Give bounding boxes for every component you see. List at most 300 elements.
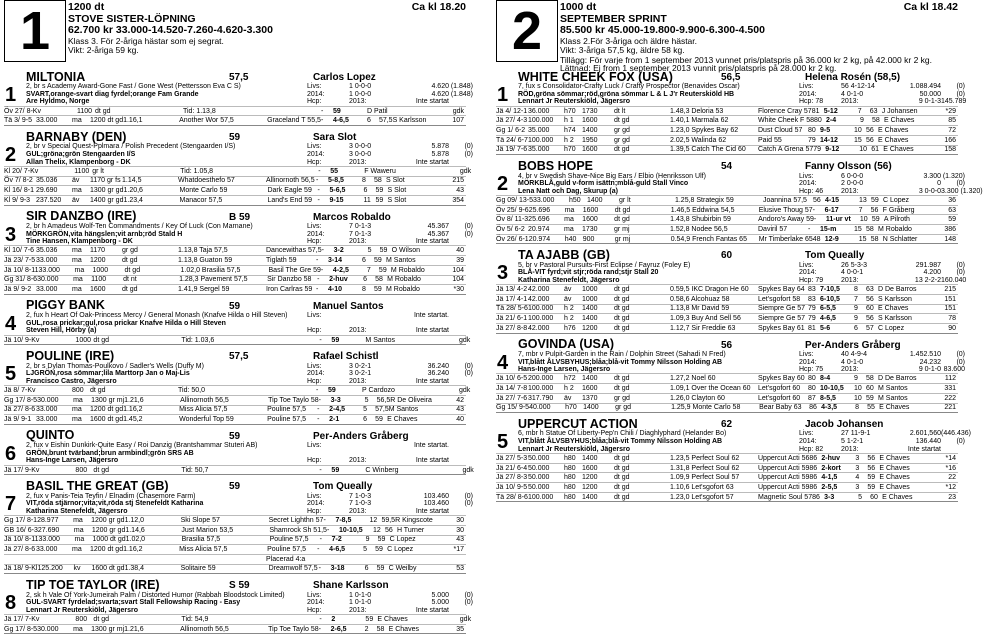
history-cell: 58 bbox=[374, 177, 382, 185]
race-history-row bbox=[4, 115, 466, 125]
history-cell: Spykes Bay 61 bbox=[758, 324, 805, 332]
info-text: Are Hyldmo, Norge bbox=[26, 98, 90, 106]
info-value: 2013: bbox=[841, 445, 859, 453]
horse-info bbox=[496, 83, 967, 106]
info-value: Inte startat bbox=[415, 606, 449, 614]
history-cell: 1200 bbox=[582, 324, 598, 332]
info-value: 145.789 bbox=[941, 98, 967, 106]
history-cell: Whatdoesthefo 57 bbox=[178, 177, 235, 185]
horse-number: 5 bbox=[497, 431, 509, 454]
history-cell: 1000 dt gd bbox=[92, 536, 126, 544]
history-cell: - bbox=[320, 107, 324, 115]
info-value: 136.440 bbox=[915, 438, 941, 446]
history-cell: 9-5 bbox=[820, 127, 831, 134]
history-cell: 1200 bbox=[582, 483, 598, 491]
history-cell: 9-15 bbox=[329, 196, 344, 204]
info-value: 50.000 bbox=[919, 90, 941, 98]
horse-name-row bbox=[4, 210, 466, 223]
history-cell: Jä 9/ 9-2 bbox=[4, 286, 32, 294]
info-value: (0) bbox=[956, 90, 965, 98]
horse-entry bbox=[4, 478, 473, 578]
info-value: 0 bbox=[937, 180, 941, 188]
info-value: Inte startat bbox=[415, 377, 449, 385]
history-cell: 33.000 bbox=[38, 536, 60, 544]
history-cell: h76 bbox=[564, 324, 576, 332]
horse-info-row bbox=[518, 172, 965, 180]
history-cell: F Waweru bbox=[364, 167, 396, 175]
history-cell: 59 bbox=[867, 474, 876, 482]
info-text: 4, br v Swedish Shave-Nice Big Ears / Elbio (Henriksson Ulf) bbox=[518, 172, 706, 180]
history-cell: 59 bbox=[375, 416, 383, 424]
info-value: 2013: bbox=[349, 507, 367, 515]
info-text: 2, br s Academy Award-Gone Fast / Gone West (Pettersson Eva C S) bbox=[26, 83, 241, 91]
history-cell: 1300 gr gd bbox=[90, 187, 124, 195]
race-history-row bbox=[4, 554, 466, 564]
history-cell: 4-3,5 bbox=[821, 404, 838, 412]
history-cell: C Lopez bbox=[878, 324, 905, 332]
history-cell: h74 bbox=[564, 127, 576, 134]
horse-info-row bbox=[518, 269, 965, 277]
history-cell: E Chaves bbox=[388, 625, 419, 633]
history-cell: Jä 27/ 8-8 bbox=[496, 324, 528, 332]
history-cell: M Robaldo bbox=[387, 276, 421, 284]
history-cell: Tip Toe Taylo 58 bbox=[268, 396, 319, 404]
history-cell: Jä 10/ 6-5 bbox=[496, 375, 528, 383]
info-value: 2013: bbox=[349, 377, 367, 385]
history-cell: - bbox=[812, 206, 815, 214]
info-label: 2014: bbox=[307, 230, 325, 238]
history-cell: Kl 20/ 7-Kv bbox=[4, 167, 39, 175]
info-value: 36.240 bbox=[427, 370, 449, 378]
history-cell: - bbox=[320, 117, 324, 125]
history-cell: Daviril 57 bbox=[758, 225, 788, 233]
history-cell: 15 bbox=[854, 136, 862, 144]
history-cell: 151 bbox=[944, 295, 956, 303]
horse-name: BOBS HOPE bbox=[518, 158, 594, 173]
history-cell: 30.000 bbox=[37, 276, 59, 284]
history-cell: 158 bbox=[944, 146, 956, 154]
history-cell: C Winberg bbox=[365, 466, 399, 474]
history-cell: 1.16,2 bbox=[123, 406, 143, 414]
horse-name: BASIL THE GREAT (GB) bbox=[26, 478, 169, 493]
history-cell: h 2 bbox=[564, 384, 574, 392]
race-history-row bbox=[496, 214, 958, 224]
history-cell: 57,5 bbox=[375, 406, 389, 414]
history-cell: 43 bbox=[456, 536, 464, 544]
history-cell: 1.13,8 Taja 57,5 bbox=[178, 247, 228, 255]
history-cell: 33.000 bbox=[36, 117, 58, 125]
info-text: 2, fux v Panis-Teia Teyfin / Elnadim (Chasemore Farm) bbox=[26, 492, 196, 500]
history-cell: 215 bbox=[452, 177, 464, 185]
history-cell: Jä 17/ 7-Kv bbox=[4, 615, 40, 623]
history-cell: gdk bbox=[459, 615, 472, 623]
info-text: 7, mbr v Pulpit-Garden in the Rain / Dolphin Street (Sahadi N Fred) bbox=[518, 350, 726, 358]
history-cell: 1600 dt gd bbox=[90, 416, 124, 424]
history-cell: 56,5 bbox=[376, 396, 391, 404]
history-cell: 11-ur vt bbox=[825, 216, 851, 224]
info-text: 2, sk h Vale Of York-Jumeirah Palm / Distorted Humor (Rabbah Bloodstock Limited) bbox=[26, 591, 285, 599]
history-cell: 33.000 bbox=[36, 546, 58, 554]
history-cell: 1.45,2 bbox=[123, 416, 143, 424]
history-cell: 1.16,2 bbox=[123, 546, 143, 554]
history-cell: 1.09,1 Over the Ocean 60 bbox=[670, 384, 751, 392]
info-label: 2014: bbox=[307, 500, 325, 508]
info-value: 2013: bbox=[841, 276, 859, 284]
history-cell: 35.000 bbox=[528, 127, 550, 134]
history-cell: 2-4,5 bbox=[329, 406, 346, 414]
info-value: (1.848) bbox=[450, 90, 473, 98]
history-cell: Uppercut Acti 56 bbox=[758, 454, 810, 462]
history-cell: Allinornoth 56,5 bbox=[266, 177, 315, 185]
race-history-row bbox=[496, 403, 958, 413]
race-history-row bbox=[496, 323, 958, 333]
history-cell: 100.000 bbox=[528, 305, 554, 313]
history-cell: E Chaves bbox=[879, 474, 910, 482]
history-cell: Öv 5/ 6-2 bbox=[496, 225, 525, 233]
info-value: 2 0-0-0 bbox=[841, 180, 864, 188]
race-history-row bbox=[4, 335, 471, 345]
history-cell: 100.000 bbox=[528, 117, 554, 125]
history-cell: 20.974 bbox=[528, 225, 550, 233]
history-cell: 1.26,0 Clayton 60 bbox=[670, 394, 725, 402]
history-cell: ma bbox=[564, 216, 574, 224]
history-cell: 36.000 bbox=[528, 107, 550, 115]
history-cell: Paid 55 bbox=[758, 136, 782, 144]
history-cell: C Weilby bbox=[388, 565, 417, 573]
history-cell: 3 bbox=[855, 454, 860, 462]
history-cell: Gg 1/ 6-2 bbox=[496, 127, 526, 134]
history-cell: - bbox=[317, 546, 320, 554]
race-history-row bbox=[496, 145, 958, 155]
history-cell: 2-6,5 bbox=[330, 625, 347, 633]
info-text: Lennart Jr Reuterskiöld, Jägersro bbox=[518, 98, 631, 106]
info-label: Hcp: bbox=[307, 238, 322, 246]
history-cell: - bbox=[319, 336, 322, 344]
race-history-row bbox=[4, 106, 466, 116]
history-cell: ma bbox=[72, 286, 82, 294]
horse-name-row bbox=[496, 248, 958, 261]
info-value: 13 2-2-2 bbox=[914, 276, 941, 284]
history-cell: 33.000 bbox=[36, 406, 58, 414]
race-history-row bbox=[496, 463, 958, 473]
history-cell: 90 bbox=[948, 324, 956, 332]
history-cell: Jä 27/ 5-3 bbox=[496, 454, 528, 462]
history-cell: - bbox=[317, 416, 320, 424]
history-cell: 56 bbox=[866, 136, 874, 144]
horse-info-row bbox=[26, 378, 466, 386]
race-prizes: 62.700 kr 33.000-14.520-7.260-4.620-3.300 bbox=[68, 24, 273, 36]
info-value: 26 5-3-3 bbox=[841, 261, 868, 269]
history-cell: dt gd bbox=[90, 387, 106, 394]
history-cell: 59 bbox=[331, 466, 340, 474]
horse-info-row bbox=[26, 442, 466, 450]
horse-name-row bbox=[496, 159, 958, 172]
history-cell: 1.46,5 Eddwina 54,5 bbox=[670, 206, 735, 214]
history-cell: - bbox=[321, 247, 324, 255]
horse-info bbox=[4, 591, 473, 614]
info-value: (0) bbox=[464, 599, 473, 607]
history-cell: 20.974 bbox=[528, 235, 551, 243]
info-value: 5.878 bbox=[431, 143, 449, 151]
info-value: 103.460 bbox=[423, 500, 449, 508]
history-cell: 29.690 bbox=[36, 187, 58, 195]
history-cell: ma bbox=[74, 266, 85, 274]
history-cell: - bbox=[318, 565, 321, 573]
history-cell: dt gd bbox=[94, 107, 111, 115]
history-cell: 78 bbox=[948, 315, 956, 323]
history-cell: 1.21,6 bbox=[124, 625, 144, 633]
history-cell: 1.09,9 Perfect Soul 57 bbox=[670, 474, 740, 482]
info-text: GRÖN,brunt tvärband;brun armbindl;grön SRS AB bbox=[26, 449, 194, 457]
history-cell: 59 bbox=[375, 546, 383, 554]
info-label: Livs: bbox=[799, 430, 814, 438]
history-cell: gr gd bbox=[614, 394, 630, 402]
horse-name: WHITE CHEEK FOX (USA) bbox=[518, 69, 673, 84]
history-cell: 166 bbox=[944, 136, 956, 144]
history-cell: D De Barros bbox=[878, 375, 917, 383]
history-cell: 3 bbox=[855, 483, 860, 491]
horse-weight: 59 bbox=[229, 300, 241, 312]
jockey-name: Per-Anders Gråberg bbox=[313, 430, 409, 442]
history-cell: 7 bbox=[857, 107, 862, 115]
history-cell: 55 bbox=[867, 404, 875, 412]
info-value: 3 0-0-0 bbox=[918, 187, 941, 195]
info-value: (0) bbox=[956, 350, 965, 358]
info-value: 4 0-1-0 bbox=[841, 90, 864, 98]
info-text: 6, mbr h Statue Of Liberty-Pep'n Chili / Diaghlyphard (Helander Bo) bbox=[518, 430, 727, 438]
history-cell: 9-12 bbox=[825, 146, 840, 154]
history-cell: 83 bbox=[808, 295, 816, 303]
history-cell: N Schlatter bbox=[882, 235, 918, 243]
history-cell: 79 bbox=[808, 315, 816, 323]
history-cell: Gg 17/ 8-1 bbox=[4, 517, 38, 524]
history-cell: 61 bbox=[871, 146, 880, 154]
history-cell: C Lopez bbox=[389, 536, 416, 544]
history-cell: Dark Eagle 59 bbox=[267, 187, 312, 195]
history-cell: h 2 bbox=[564, 315, 574, 323]
info-value: 3 0-2-1 bbox=[349, 362, 372, 370]
history-cell: ma bbox=[72, 117, 82, 125]
history-cell: 5 bbox=[363, 546, 367, 554]
history-cell: Spykes Bay 64 bbox=[758, 286, 805, 294]
history-cell: 10-10,5 bbox=[820, 384, 844, 392]
jockey-name: Fanny Olsson (56) bbox=[805, 161, 892, 173]
history-cell: Öv 25/ 9-6 bbox=[496, 206, 529, 214]
horse-info-row bbox=[518, 261, 965, 269]
history-cell: 8 bbox=[854, 286, 858, 294]
history-cell: 0.59,5 IKC Dragon He 60 bbox=[670, 286, 749, 294]
info-text: BLÅ-VIT fyrd;vit stjr;röda rand;stjr Stall 20 bbox=[518, 269, 659, 277]
history-cell: Jä 9/ 9-1 bbox=[4, 416, 32, 424]
history-cell: 33.000 bbox=[532, 196, 555, 204]
history-cell: E Chaves bbox=[879, 464, 910, 472]
history-cell: dt gd bbox=[614, 146, 630, 154]
horse-name: MILTONIA bbox=[26, 69, 86, 84]
history-cell: 1200 dt gd bbox=[90, 546, 124, 554]
horse-weight: 59 bbox=[229, 481, 241, 493]
history-cell: 59,5 bbox=[381, 517, 396, 524]
history-cell: - bbox=[320, 266, 324, 274]
history-cell: 4-10 bbox=[328, 286, 343, 294]
history-cell: 13 bbox=[858, 196, 867, 204]
history-cell: Gg 17/ 8-5 bbox=[4, 396, 38, 404]
history-cell: 1300 gr mj bbox=[91, 396, 125, 404]
horse-info-row bbox=[26, 591, 473, 599]
history-cell: R De Oliveira bbox=[390, 396, 432, 404]
history-cell: ma bbox=[72, 257, 82, 264]
race-history-row bbox=[496, 195, 958, 205]
history-cell: Uppercut Acti 59 bbox=[758, 483, 810, 491]
jockey-name: Tom Queally bbox=[805, 250, 865, 262]
history-cell: 1400 bbox=[582, 305, 598, 313]
history-cell: Bear Baby 63 bbox=[759, 404, 802, 412]
history-cell: 10 bbox=[854, 394, 862, 402]
history-cell: 43 bbox=[456, 187, 464, 195]
horse-entry bbox=[4, 348, 473, 429]
history-cell: 3-3 bbox=[330, 396, 341, 404]
horse-info-row bbox=[26, 606, 466, 614]
history-cell: Miss Alicia 57,5 bbox=[179, 546, 228, 554]
history-cell: 81 bbox=[811, 107, 820, 115]
info-value: Inte startat bbox=[415, 98, 449, 106]
history-cell: Solitaire 59 bbox=[180, 565, 216, 573]
history-cell: M Santos bbox=[878, 394, 908, 402]
history-cell: J Johansen bbox=[881, 107, 918, 115]
history-cell: 50.000 bbox=[528, 483, 550, 491]
history-cell: D Patil bbox=[366, 107, 388, 115]
horse-info-row bbox=[518, 276, 967, 285]
info-value: 2.601,560 bbox=[909, 430, 941, 438]
horse-info-row bbox=[26, 320, 466, 328]
info-label: Hcp: bbox=[307, 507, 322, 515]
history-cell: 79 bbox=[808, 305, 816, 313]
history-cell: gdk bbox=[462, 466, 474, 474]
history-cell: 0.54,9 French Fantas 65 bbox=[670, 235, 747, 243]
history-cell: Jä 10/ 8-11 bbox=[4, 536, 39, 544]
history-cell: 2-5,5 bbox=[821, 483, 838, 491]
history-cell: E Chaves bbox=[882, 493, 913, 501]
info-value: 1.452.510 bbox=[909, 350, 941, 358]
history-cell: - bbox=[813, 216, 817, 224]
info-label: Hcp: bbox=[307, 98, 322, 106]
history-cell: 1170 bbox=[90, 247, 106, 255]
race-history-row bbox=[4, 255, 466, 265]
history-cell: Öv 8/ 11-3 bbox=[496, 216, 529, 224]
info-value: 2013: bbox=[349, 606, 367, 614]
info-value: (0) bbox=[464, 230, 473, 238]
horse-name-row bbox=[496, 70, 958, 83]
history-cell: E Chaves bbox=[879, 404, 910, 412]
race-header bbox=[4, 0, 466, 70]
history-cell: ma bbox=[564, 206, 575, 214]
history-cell: E Chaves bbox=[878, 305, 909, 313]
history-cell: - bbox=[316, 387, 319, 394]
horse-entry bbox=[496, 337, 965, 418]
horse-name-row bbox=[4, 299, 466, 312]
history-cell: 10 bbox=[859, 216, 868, 224]
history-cell: 1.39,5 Catch The Cid 60 bbox=[670, 146, 746, 154]
history-cell: 6 bbox=[364, 565, 369, 573]
history-cell: h40 bbox=[564, 235, 577, 243]
race-history-row bbox=[4, 564, 466, 574]
history-cell: S Karlsson bbox=[878, 295, 912, 303]
race-history-row bbox=[4, 245, 466, 255]
info-value: (1.848) bbox=[450, 83, 473, 91]
history-cell: 58 bbox=[375, 276, 383, 284]
horse-name: QUINTO bbox=[26, 428, 75, 443]
race-history-row bbox=[4, 414, 466, 424]
history-cell: 4-2,5 bbox=[332, 266, 349, 274]
history-cell: 87 bbox=[808, 394, 816, 402]
horse-weight: 56 bbox=[721, 339, 733, 351]
history-cell: 86 bbox=[809, 404, 817, 412]
history-cell: 1600 bbox=[582, 384, 598, 392]
history-cell: E Chaves bbox=[377, 615, 408, 623]
info-value: 7 0-1-3 bbox=[349, 230, 372, 238]
info-value: (0) bbox=[956, 83, 965, 91]
jockey-name: Manuel Santos bbox=[313, 300, 384, 312]
info-value: (0) bbox=[956, 358, 965, 366]
history-cell: Jä 21/ 6-1 bbox=[496, 315, 528, 323]
history-cell: 1000 bbox=[75, 336, 91, 344]
info-label: Livs: bbox=[307, 442, 322, 450]
info-value: (0) bbox=[464, 500, 473, 508]
info-text: MÖRKGRÖN,vita hängslen;vit arnb;röd Stald H bbox=[26, 230, 183, 238]
history-cell: h72 bbox=[564, 375, 576, 383]
history-cell: 59 bbox=[377, 536, 386, 544]
history-cell: M Santos bbox=[878, 384, 908, 392]
history-cell: 27.690 bbox=[37, 526, 60, 534]
history-cell: 100.000 bbox=[528, 384, 554, 392]
info-text: GUL-SVART fyrdelad;svarta;svart Stall Fellowship Racing - Easy bbox=[26, 599, 241, 607]
race-extra: Tillägg: För varje from 1 september 2013 vunnet pris/platspris på 36.000 kr 2 kg, på 42.000 kr 2 kg. Lättnad: Ej from 1 september 2013 vunnit pris/platspris på 28.000 kr 2 kg. bbox=[560, 54, 932, 73]
info-value: 103.460 bbox=[423, 492, 449, 500]
history-cell: 331 bbox=[944, 384, 956, 392]
horse-name: UPPERCUT ACTION bbox=[518, 416, 638, 431]
history-cell: 40 bbox=[456, 247, 464, 255]
history-cell: Catch A Grena 57 bbox=[758, 146, 814, 154]
history-cell: 25.696 bbox=[528, 206, 551, 214]
history-cell: 53 bbox=[456, 565, 464, 573]
history-cell: 58 bbox=[872, 117, 880, 125]
race-history-row bbox=[4, 275, 466, 285]
info-value: Inte startat bbox=[415, 457, 449, 465]
history-cell: dt gd bbox=[614, 216, 630, 224]
race-distance: 1200 dt bbox=[68, 1, 105, 13]
info-label: Livs: bbox=[307, 222, 322, 230]
history-cell: Tip Toe Taylo 58 bbox=[268, 625, 319, 633]
race-weights: Vikt: 2-åriga 59 kg. bbox=[68, 45, 139, 55]
history-cell: Graceland T 55,5 bbox=[267, 117, 321, 125]
history-cell: 58 bbox=[376, 625, 385, 633]
history-cell: 86 bbox=[809, 483, 818, 491]
history-cell: Brasilia 57,5 bbox=[181, 536, 221, 544]
info-text: Lena Natt och Dag, Skurup (a) bbox=[518, 187, 618, 195]
info-value: (0) bbox=[464, 143, 473, 151]
history-cell: 59 bbox=[374, 286, 382, 294]
history-cell: 1200 dt gd bbox=[90, 117, 124, 125]
history-cell: Tid: 50,7 bbox=[181, 466, 209, 474]
history-cell: Magnetic Soul 57 bbox=[758, 493, 813, 501]
info-value: (0) bbox=[464, 370, 473, 378]
info-value: (1.320) bbox=[942, 172, 965, 180]
history-cell: Let'sgofort 60 bbox=[758, 384, 801, 392]
history-cell: 4 bbox=[855, 474, 860, 482]
history-cell: E Chaves bbox=[878, 127, 909, 134]
jockey-name: Tom Queally bbox=[313, 481, 373, 493]
horse-info-row bbox=[518, 180, 965, 188]
history-cell: 125.200 bbox=[37, 565, 63, 573]
